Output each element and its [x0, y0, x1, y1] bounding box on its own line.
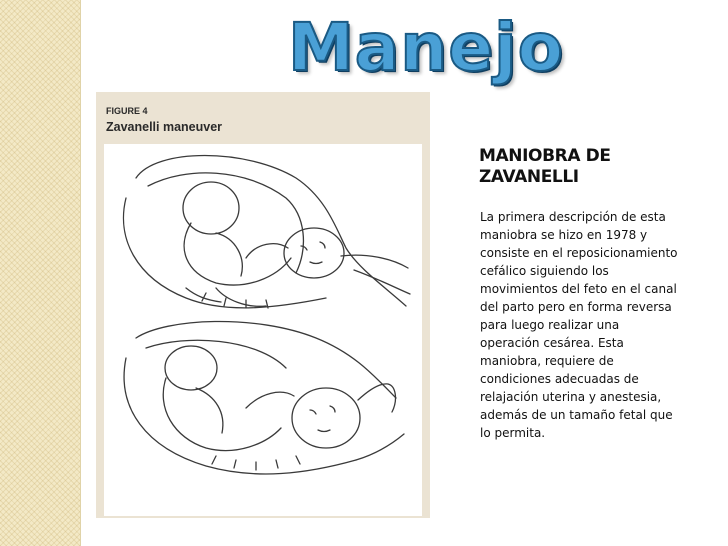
- decorative-side-stripe: [0, 0, 81, 546]
- description-text: La primera descripción de esta maniobra se hizo en 1978 y consiste en el reposicionamiento cefálico siguiendo los movimientos del feto en el canal del parto pero en forma reversa para luego realizar una operación cesárea. Esta maniobra, requiere de condiciones adecuadas de relajación uterina y anestesia, además de un tamaño fetal que lo permita.: [480, 210, 678, 440]
- zavanelli-illustration: [96, 138, 430, 518]
- section-heading: MANIOBRA DE ZAVANELLI: [479, 146, 611, 187]
- figure-panel: [96, 92, 430, 518]
- figure-caption: Zavanelli maneuver: [106, 120, 223, 134]
- slide-title: Manejo: [288, 9, 564, 86]
- figure-label: FIGURE 4: [106, 106, 148, 116]
